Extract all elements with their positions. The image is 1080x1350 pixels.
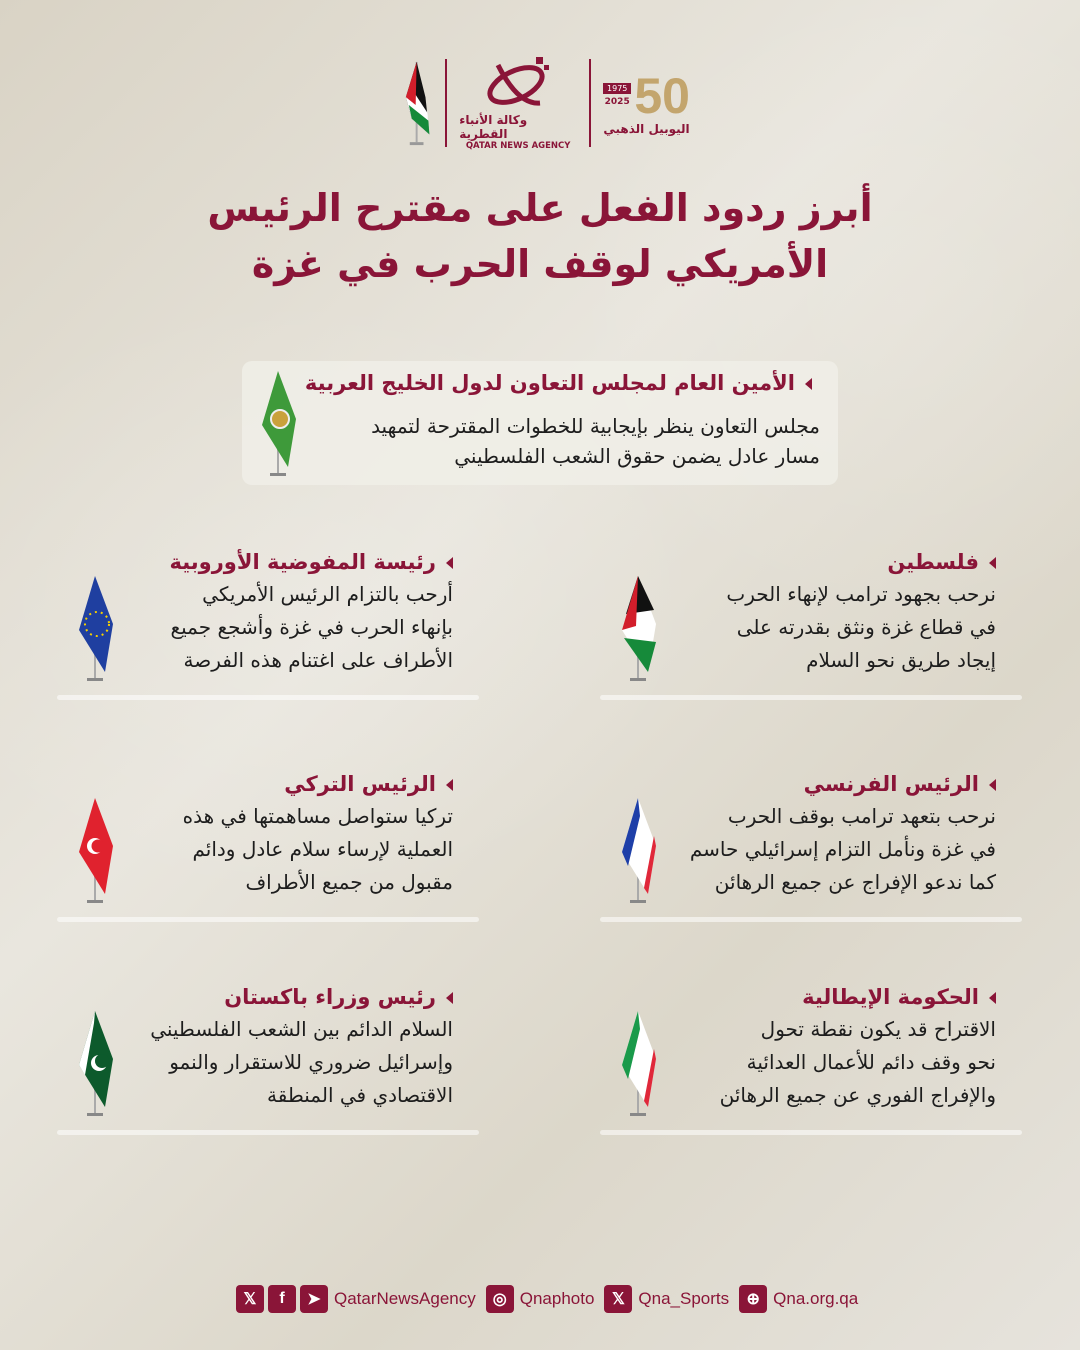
reaction-card [57,985,479,1135]
gcc-statement: مجلس التعاون ينظر بإيجابية للخطوات المقترحة لتمهيد مسار عادل يضمن حقوق الشعب الفلسطيني [371,414,820,468]
france-flag-icon [618,796,662,910]
globe-icon[interactable]: ⊕ [739,1285,767,1313]
facebook-icon[interactable]: f [268,1285,296,1313]
telegram-icon[interactable]: ➤ [300,1285,328,1313]
reaction-card [57,550,479,700]
x-icon[interactable]: 𝕏 [236,1285,264,1313]
social-handle[interactable]: QatarNewsAgency [334,1289,476,1308]
card-title: الرئيس التركي [284,772,453,796]
card-statement: تركيا ستواصل مساهمتها في هذه العملية لإرساء سلام عادل ودائم مقبول من جميع الأطراف [182,804,453,894]
card-statement: السلام الدائم بين الشعب الفلسطيني وإسرائيل ضروري للاستقرار والنمو الاقتصادي في المنطقة [150,1017,453,1107]
reaction-card [600,985,1022,1135]
card-divider [600,695,1022,700]
card-statement: أرحب بالتزام الرئيس الأمريكي بإنهاء الحرب في غزة وأشجع جميع الأطراف على اغتنام هذه الفرصة [170,582,453,672]
palestine-flag-icon [400,57,433,149]
palestine-flag-icon [618,574,662,688]
card-title: رئيس وزراء باكستان [224,985,453,1009]
card-divider [57,917,479,922]
qna-emblem-icon [478,55,558,113]
reaction-card [600,772,1022,922]
instagram-icon[interactable]: ◎ [486,1285,514,1313]
card-divider [57,695,479,700]
header-logos [400,55,690,150]
card-title: الحكومة الإيطالية [802,985,996,1009]
qna-logo: وكالة الأنباء القطرية QATAR NEWS AGENCY [459,55,577,151]
social-footer [236,1285,864,1313]
eu-flag-icon [75,574,119,688]
card-statement: نرحب بتعهد ترامب بوقف الحرب في غزة ونأمل التزام إسرائيلي حاسم كما ندعو الإفراج عن جميع الرهائن [689,804,996,894]
gcc-flag-icon [258,369,302,483]
card-divider [600,1130,1022,1135]
reaction-card [600,550,1022,700]
divider [589,59,591,147]
gcc-card [242,361,838,485]
card-title: الرئيس الفرنسي [804,772,996,796]
card-divider [600,917,1022,922]
x-icon[interactable]: 𝕏 [604,1285,632,1313]
page-title: أبرز ردود الفعل على مقترح الرئيس الأمريكي لوقف الحرب في غزة [207,186,873,286]
website-link[interactable]: Qna.org.qa [773,1289,859,1308]
social-handle[interactable]: Qna_Sports [638,1289,730,1308]
italy-flag-icon [618,1009,662,1123]
card-statement: الاقتراح قد يكون نقطة تحول نحو وقف دائم للأعمال العدائية والإفراج الفوري عن جميع الرهائن [719,1017,996,1107]
social-handle[interactable]: Qnaphoto [519,1289,595,1308]
gcc-title: الأمين العام لمجلس التعاون لدول الخليج العربية [305,371,812,395]
golden-jubilee-logo: 1975 2025 50 اليوبيل الذهبي [603,67,690,136]
card-statement: نرحب بجهود ترامب لإنهاء الحرب في قطاع غزة ونثق بقدرته على إيجاد طريق نحو السلام [726,582,996,672]
turkey-flag-icon [75,796,119,910]
divider [445,59,447,147]
card-title: رئيسة المفوضية الأوروبية [169,550,453,574]
reaction-card [57,772,479,922]
card-title: فلسطين [887,550,996,574]
card-divider [57,1130,479,1135]
pakistan-flag-icon [75,1009,119,1123]
